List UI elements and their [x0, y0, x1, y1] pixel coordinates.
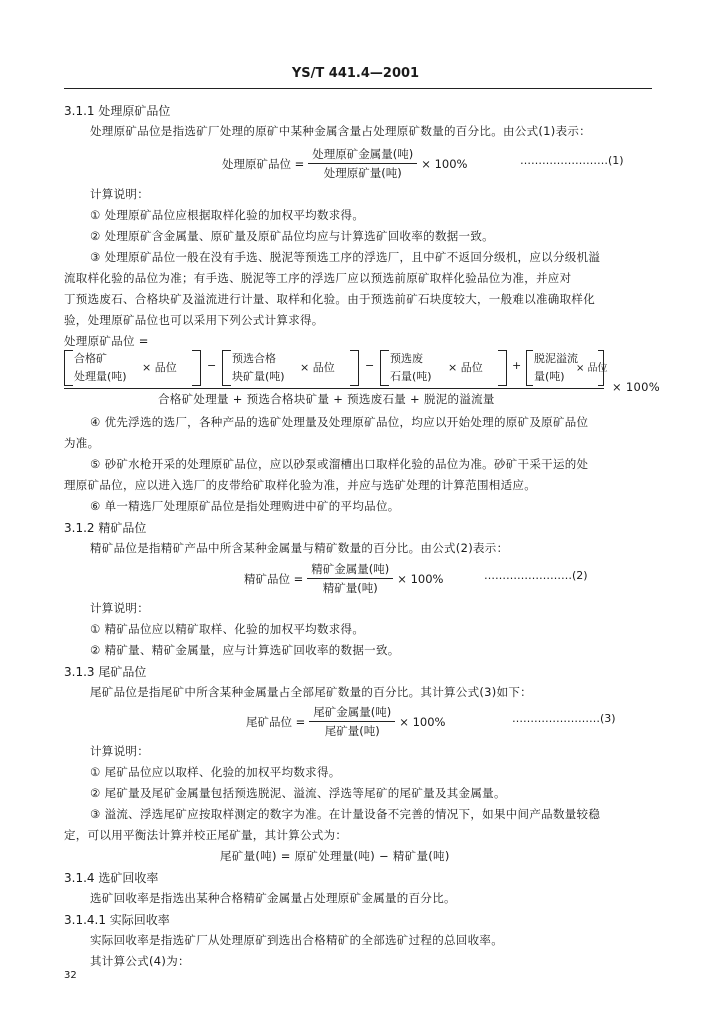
formula-1: [222, 146, 467, 181]
formula-3: [246, 704, 445, 739]
note-item: ① 精矿品位应以精矿取样、化验的加权平均数求得。: [90, 622, 365, 636]
standard-header: YS/T 441.4—2001: [291, 66, 420, 81]
formula-1-tag: ……………………(1): [520, 154, 624, 167]
note-item-cont: 验，处理原矿品位也可以采用下列公式计算求得。: [64, 313, 324, 327]
bracket-right: [350, 350, 359, 386]
note-item-cont: 定，可以用平衡法计算并校正尾矿量，其计算公式为：: [64, 828, 348, 842]
bracket-left: [380, 350, 389, 386]
note-item-cont: 为准。: [64, 436, 100, 450]
tailings-equation: 尾矿量(吨) = 原矿处理量(吨) − 精矿量(吨): [220, 849, 450, 863]
note-item: ③ 溢流、浮选尾矿应按取样测定的数字为准。在计量设备不完善的情况下，如果中间产品数量较稳: [90, 807, 601, 821]
note-item: ① 处理原矿品位应根据取样化验的加权平均数求得。: [90, 208, 365, 222]
note-item: ① 尾矿品位应以取样、化验的加权平均数求得。: [90, 765, 341, 779]
big-fraction-bar: [64, 388, 604, 389]
term4-line1: 脱泥溢流: [534, 352, 578, 365]
heading-3-1-4-1: 3.1.4.1 实际回收率: [64, 913, 170, 927]
bracket-right: [192, 350, 201, 386]
calc-note-label: 计算说明：: [90, 601, 149, 615]
operator-minus: −: [365, 359, 375, 372]
calc-note-label: 计算说明：: [90, 744, 149, 758]
formula-2-tag: ……………………(2): [484, 569, 588, 582]
note-item: ② 尾矿量及尾矿金属量包括预选脱泥、溢流、浮选等尾矿的尾矿量及其金属量。: [90, 786, 506, 800]
operator-plus: +: [512, 359, 522, 372]
term1-line1: 合格矿: [74, 352, 107, 365]
note-item: ⑥ 单一精选厂处理原矿品位是指处理购进中矿的平均品位。: [90, 499, 400, 513]
term3-mul: × 品位: [448, 361, 483, 374]
para-3-1-4-1-formula-intro: 其计算公式(4)为：: [90, 954, 190, 968]
formula-3-tag: ……………………(3): [512, 712, 616, 725]
formula-1-multiplier: × 100%: [421, 156, 468, 171]
term2-line2: 块矿量(吨): [232, 370, 285, 383]
term1-mul: × 品位: [142, 361, 177, 374]
formula-3-lhs: 尾矿品位 =: [246, 714, 306, 729]
big-formula-lhs: 处理原矿品位 =: [64, 334, 149, 348]
term3-line1: 预选废: [390, 352, 423, 365]
note-item: ⑤ 砂矿水枪开采的处理原矿品位，应以砂泵或溜槽出口取样化验的品位为准。砂矿干采干运的处: [90, 457, 589, 471]
note-item: ④ 优先浮选的选厂，各种产品的选矿处理量及处理原矿品位，均应以开始处理的原矿及原矿品位: [90, 415, 589, 429]
page-number: 32: [64, 970, 77, 981]
formula-3-denominator: 尾矿量(吨): [324, 724, 380, 738]
bracket-right: [598, 350, 604, 386]
para-3-1-2-intro: 精矿品位是指精矿产品中所含某种金属量与精矿数量的百分比。由公式(2)表示：: [90, 541, 509, 555]
term4-mul: × 品位: [576, 363, 608, 374]
term1-line2: 处理量(吨): [74, 370, 127, 383]
heading-3-1-4: 3.1.4 选矿回收率: [64, 871, 159, 885]
note-item-cont: 流取样化验的品位为准；有手选、脱泥等工序的浮选厂应以预选前原矿取样化验品位为准，并应对: [64, 271, 572, 285]
bracket-right: [498, 350, 507, 386]
term4-line2: 量(吨): [534, 370, 565, 383]
formula-3-numerator: 尾矿金属量(吨): [309, 704, 395, 722]
formula-2-numerator: 精矿金属量(吨): [307, 561, 393, 579]
term3-line2: 石量(吨): [390, 370, 432, 383]
formula-1-numerator: 处理原矿金属量(吨): [308, 146, 417, 164]
heading-3-1-2: 3.1.2 精矿品位: [64, 521, 147, 535]
header-rule: [64, 88, 652, 89]
para-3-1-4-1: 实际回收率是指选矿厂从处理原矿到选出合格精矿的全部选矿过程的总回收率。: [90, 933, 503, 947]
formula-3-multiplier: × 100%: [399, 714, 446, 729]
note-item-cont: 理原矿品位，应以进入选厂的皮带给矿取样化验为准，并应与选矿处理的计算范围相适应。: [64, 478, 536, 492]
note-item: ② 精矿量、精矿金属量，应与计算选矿回收率的数据一致。: [90, 643, 400, 657]
para-3-1-3-intro: 尾矿品位是指尾矿中所含某种金属量占全部尾矿数量的百分比。其计算公式(3)如下：: [90, 685, 532, 699]
heading-3-1-3: 3.1.3 尾矿品位: [64, 665, 147, 679]
formula-1-denominator: 处理原矿量(吨): [323, 166, 402, 180]
para-3-1-4-intro: 选矿回收率是指选出某种合格精矿金属量占处理原矿金属量的百分比。: [90, 891, 456, 905]
formula-2-multiplier: × 100%: [397, 571, 444, 586]
heading-3-1-1: 3.1.1 处理原矿品位: [64, 104, 171, 118]
term2-line1: 预选合格: [232, 352, 276, 365]
operator-minus: −: [207, 359, 217, 372]
formula-1-lhs: 处理原矿品位 =: [222, 156, 305, 171]
big-formula-numerator: [64, 350, 608, 386]
para-3-1-1-intro: 处理原矿品位是指选矿厂处理的原矿中某种金属含量占处理原矿数量的百分比。由公式(1)表示：: [90, 124, 591, 138]
note-item: ③ 处理原矿品位一般在没有手选、脱泥等预选工序的浮选厂，且中矿不返回分级机，应以分级机溢: [90, 250, 601, 264]
term2-mul: × 品位: [300, 361, 335, 374]
big-formula-multiplier: × 100%: [612, 380, 660, 394]
note-item-cont: 丁预选废石、合格块矿及溢流进行计量、取样和化验。由于预选前矿石块度较大，一般难以准确取样化: [64, 292, 595, 306]
calc-note-label: 计算说明：: [90, 187, 149, 201]
bracket-left: [222, 350, 231, 386]
bracket-left: [526, 350, 533, 386]
note-item: ② 处理原矿含金属量、原矿量及原矿品位均应与计算选矿回收率的数据一致。: [90, 229, 494, 243]
formula-2-denominator: 精矿量(吨): [322, 581, 378, 595]
bracket-left: [64, 350, 73, 386]
big-formula-denominator: 合格矿处理量 + 预选合格块矿量 + 预选废石量 + 脱泥的溢流量: [158, 392, 495, 406]
formula-2: [244, 561, 443, 596]
formula-2-lhs: 精矿品位 =: [244, 571, 304, 586]
